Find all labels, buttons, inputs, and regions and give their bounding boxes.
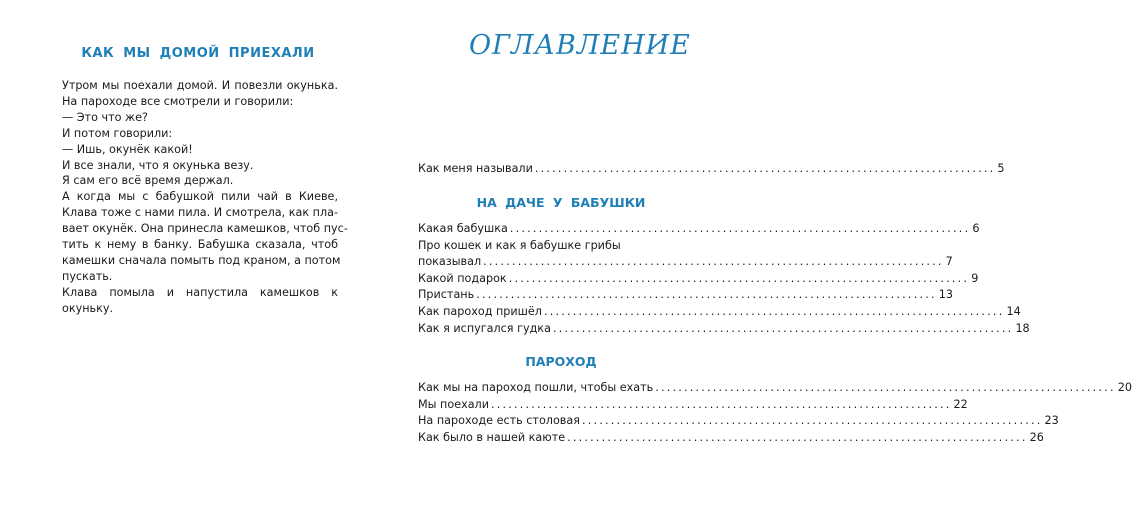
toc-entry-title: Пристань <box>418 288 475 302</box>
toc-entry-title: Мы поехали <box>418 397 489 411</box>
toc-entry-title: Как я испугался гудка <box>418 321 551 335</box>
story-line: И все знали, что я окунька везу. <box>62 158 254 172</box>
toc-entry <box>418 304 1021 322</box>
toc-page-number: 9 <box>971 271 979 285</box>
toc-entry-title: показывал <box>418 255 482 269</box>
toc-dot-leader: ................................................................................ <box>508 271 970 285</box>
toc-entry <box>418 430 1044 448</box>
toc-page-number: 18 <box>1015 321 1030 335</box>
section-title-dacha: НА ДАЧЕ У БАБУШКИ <box>476 195 646 210</box>
story-line: окуньку. <box>62 301 114 315</box>
toc-title: ОГЛАВЛЕНИЕ <box>469 30 691 61</box>
story-line: А когда мы с бабушкой пили чай в Киеве, <box>62 190 338 204</box>
toc-entry <box>418 321 1030 339</box>
story-line: Утром мы поехали домой. И повезли окунька. <box>62 79 338 92</box>
toc-entry <box>418 271 979 289</box>
section-title-parokhod: ПАРОХОД <box>525 354 597 369</box>
toc-page-number: 26 <box>1029 430 1044 444</box>
toc-dot-leader: ................................................................................ <box>490 397 952 411</box>
toc-entry-title: Какая бабушка <box>418 222 508 235</box>
toc-section-dacha <box>418 222 1030 338</box>
toc-entry-title: Как было в нашей каюте <box>418 430 566 444</box>
story-line: тить к нему в банку. Бабушка сказала, чтоб <box>62 238 338 252</box>
toc-entry: Про кошек и как я бабушке грибы <box>418 238 621 252</box>
story-line: вает окунёк. Она принесла камешков, чтоб пус- <box>62 222 348 236</box>
story-line: И потом говорили: <box>62 126 173 140</box>
toc-dot-leader: ................................................................................ <box>552 321 1014 335</box>
toc-page-number: 13 <box>938 288 953 302</box>
toc-entry-title: Какой подарок <box>418 271 507 285</box>
toc-page-number: 20 <box>1117 381 1132 394</box>
toc-first-entry <box>418 162 1005 179</box>
toc-entry-title: Как пароход пришёл <box>418 304 542 318</box>
toc-dot-leader: ................................................................................ <box>543 304 1005 318</box>
toc-entry <box>418 222 980 239</box>
toc-entry <box>418 162 1005 179</box>
story-line: пускать. <box>62 269 113 283</box>
toc-page-number: 7 <box>945 255 953 269</box>
toc-page-number: 22 <box>953 397 968 411</box>
toc-entry-title: Как мы на пароход пошли, чтобы ехать <box>418 381 654 394</box>
story-line: Клава помыла и напустила камешков к <box>62 285 338 299</box>
toc-page-number: 6 <box>972 222 980 235</box>
story-line: На пароходе все смотрели и говорили: <box>62 94 294 108</box>
story-line: камешки сначала помыть под краном, а потом <box>62 253 341 267</box>
toc-entry <box>418 288 953 305</box>
toc-entry-title: Как меня называли <box>418 162 533 175</box>
story-line: Я сам его всё время держал. <box>62 174 234 188</box>
story-title: КАК МЫ ДОМОЙ ПРИЕХАЛИ <box>81 46 315 61</box>
toc-dot-leader: ................................................................................ <box>509 222 971 235</box>
left-page <box>0 0 378 508</box>
story-line: — Ишь, окунёк какой! <box>62 142 193 156</box>
toc-entry <box>418 397 968 415</box>
toc-dot-leader: ................................................................................ <box>567 430 1028 444</box>
toc-page-number: 23 <box>1044 414 1059 428</box>
toc-entry <box>418 255 953 272</box>
toc-entry <box>418 414 1059 431</box>
toc-dot-leader: ................................................................................ <box>581 414 1043 428</box>
right-page <box>378 0 1132 508</box>
story-line: Клава тоже с нами пила. И смотрела, как пла- <box>62 206 338 220</box>
toc-page-number: 5 <box>997 162 1005 175</box>
toc-entry-title: На пароходе есть столовая <box>418 414 580 428</box>
toc-dot-leader: ................................................................................ <box>476 288 937 302</box>
toc-page-number: 14 <box>1006 304 1021 318</box>
toc-dot-leader: ................................................................................ <box>655 381 1116 394</box>
story-line: — Это что же? <box>62 110 148 124</box>
story-text <box>62 78 348 317</box>
toc-entry <box>418 381 1132 398</box>
toc-section-parokhod <box>418 381 1132 447</box>
toc-dot-leader: ................................................................................ <box>483 255 944 269</box>
toc-dot-leader: ................................................................................ <box>534 162 996 175</box>
